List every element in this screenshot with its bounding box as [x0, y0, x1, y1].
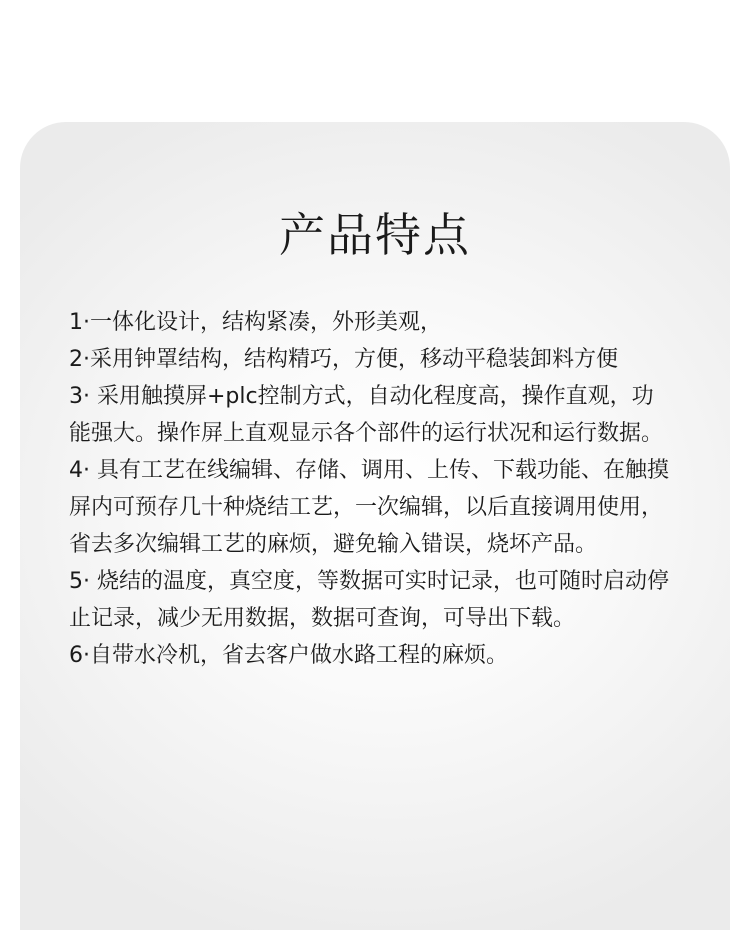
product-features-card [20, 122, 730, 930]
feature-item: 1·一体化设计，结构紧凑，外形美观， [69, 310, 442, 335]
feature-list [69, 304, 669, 674]
card-title: 产品特点 [279, 207, 471, 262]
feature-item: 2·采用钟罩结构，结构精巧，方便，移动平稳装卸料方便 [69, 347, 618, 372]
feature-item: 4· 具有工艺在线编辑、存储、调用、上传、下载功能、在触摸屏内可预存几十种烧结工艺，一次编辑，以后直接调用使用，省去多次编辑工艺的麻烦，避免输入错误，烧坏产品。 [69, 458, 669, 557]
feature-item: 5· 烧结的温度，真空度，等数据可实时记录，也可随时启动停止记录，减少无用数据，数据可查询，可导出下载。 [69, 569, 669, 631]
feature-item: 3· 采用触摸屏+plc控制方式，自动化程度高，操作直观，功能强大。操作屏上直观显示各个部件的运行状况和运行数据。 [69, 384, 664, 446]
feature-item: 6·自带水冷机，省去客户做水路工程的麻烦。 [69, 643, 508, 668]
